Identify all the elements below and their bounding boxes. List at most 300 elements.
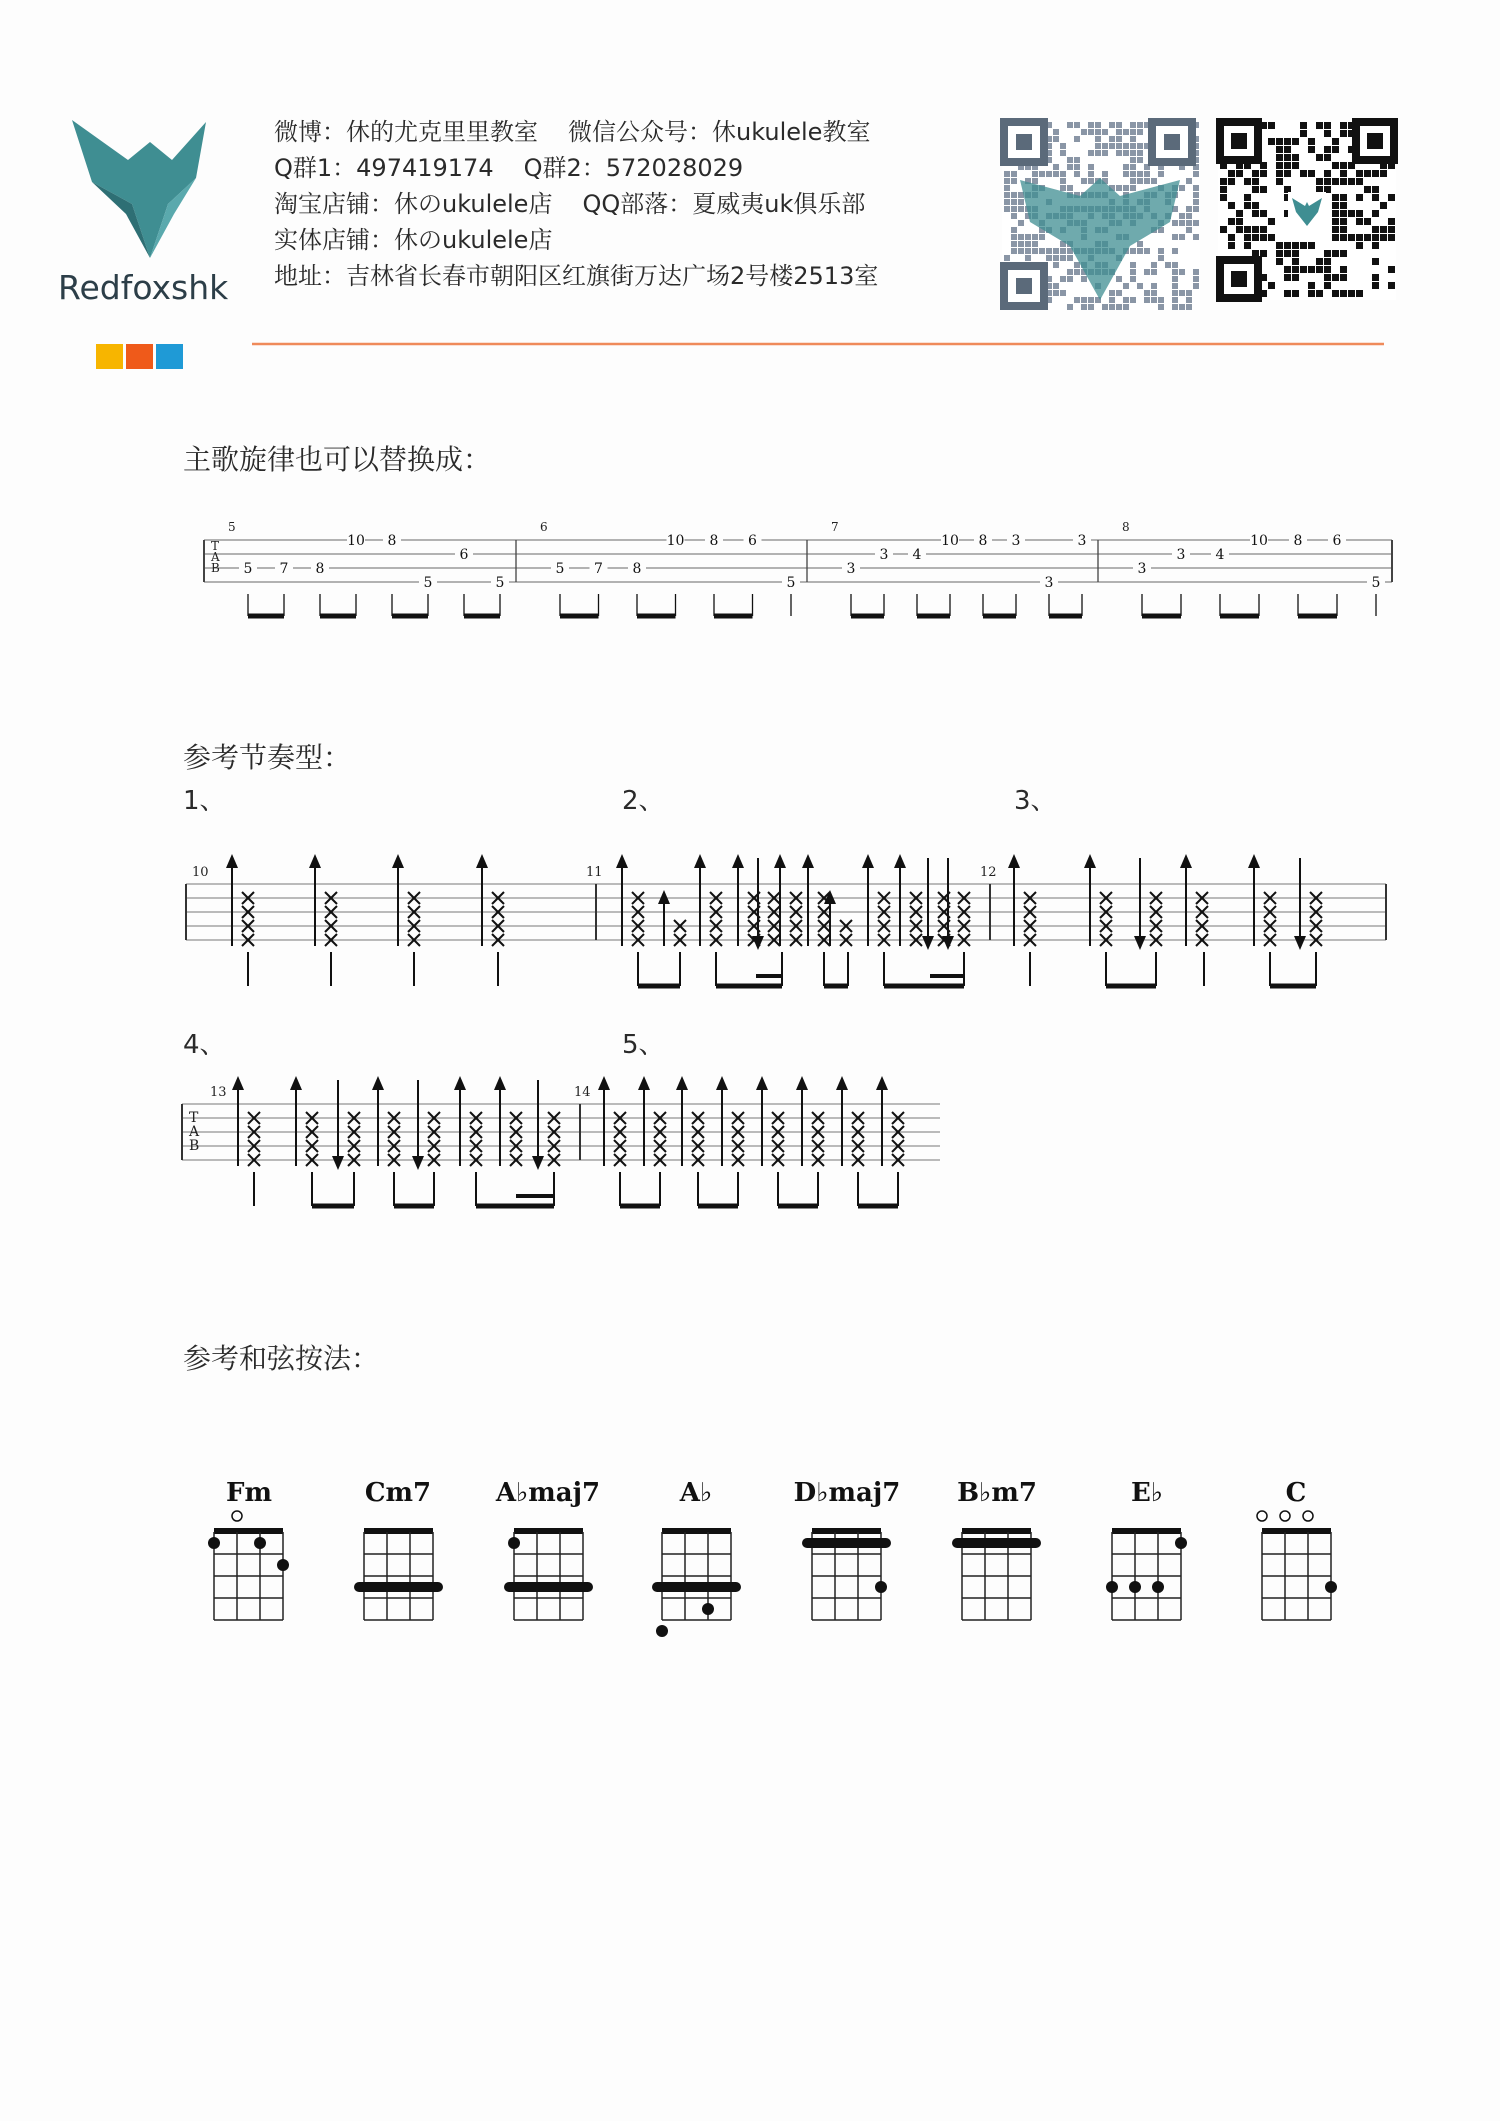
qr-module (1011, 213, 1017, 219)
qr-module (1340, 250, 1347, 257)
qr-module (1252, 202, 1259, 209)
qr-module (1179, 185, 1185, 191)
qr-module (1158, 255, 1164, 261)
qr-module (1193, 220, 1199, 226)
qr-module (1236, 226, 1243, 233)
qr-module (1088, 129, 1094, 135)
qr-module (1039, 171, 1045, 177)
qr-module (1172, 276, 1178, 282)
fret-number: 10 (666, 533, 685, 549)
qr-module (1130, 129, 1136, 135)
qr-module (1332, 234, 1339, 241)
qr-module (1060, 143, 1066, 149)
qr-module (1332, 274, 1339, 281)
qr-module (1356, 194, 1363, 201)
qr-module (1340, 162, 1347, 169)
qr-module (1372, 258, 1379, 265)
strum-down-arrow (332, 1156, 344, 1170)
barre-bar (504, 1582, 593, 1592)
qr-module (1193, 192, 1199, 198)
qr-module (1011, 248, 1017, 254)
qr-module (1179, 220, 1185, 226)
qr-module (1116, 304, 1122, 310)
qr-module (1252, 186, 1259, 193)
qr-module (1276, 146, 1283, 153)
qr-module (1316, 178, 1323, 185)
qr-module (1123, 171, 1129, 177)
strum-up-arrow (1008, 854, 1020, 868)
qr-module (1074, 136, 1080, 142)
qr-module (1123, 143, 1129, 149)
qr-module (1074, 157, 1080, 163)
qr-module (1252, 226, 1259, 233)
qr-module (1186, 304, 1192, 310)
qr-module (1372, 282, 1379, 289)
strum-up-arrow (894, 854, 906, 868)
fret-number: 4 (912, 547, 922, 563)
qr-module (1130, 150, 1136, 156)
qr-module (1032, 248, 1038, 254)
qq-group-1: Q群1：497419174 (274, 154, 494, 182)
qr-module (1372, 170, 1379, 177)
measure-number: 6 (540, 520, 548, 534)
fret-number: 3 (846, 561, 856, 577)
qr-module (1074, 122, 1080, 128)
qr-module (1356, 234, 1363, 241)
qr-module (1102, 143, 1108, 149)
qr-module (1372, 234, 1379, 241)
fret-number: 5 (423, 575, 433, 591)
qr-module (1324, 154, 1331, 161)
qr-module (1144, 248, 1150, 254)
strum-up-arrow (876, 1076, 888, 1090)
qr-module (1244, 202, 1251, 209)
qr-module (1088, 164, 1094, 170)
fret-number: 8 (709, 533, 719, 549)
qr-module (1308, 290, 1315, 297)
qr-module (1228, 218, 1235, 225)
qr-module (1130, 143, 1136, 149)
measure-number: 13 (210, 1085, 227, 1100)
qr-module (1308, 242, 1315, 249)
fret-number: 5 (243, 561, 253, 577)
qr-module (1137, 283, 1143, 289)
fret-number: 6 (1332, 533, 1342, 549)
qr-module (1260, 226, 1267, 233)
qr-module (1004, 199, 1010, 205)
qr-module (1324, 266, 1331, 273)
qr-module (1151, 297, 1157, 303)
qr-module (1011, 178, 1017, 184)
strum-down-arrow (1134, 936, 1146, 950)
tab-clef-letter: B (211, 561, 220, 575)
qr-module (1388, 234, 1395, 241)
qr-module (1284, 154, 1291, 161)
qr-module (1324, 274, 1331, 281)
qr-module (1332, 210, 1339, 217)
qr-module (1018, 248, 1024, 254)
qr-module (1316, 258, 1323, 265)
pattern-label-5: 5、 (622, 1030, 665, 1060)
qr-module (1193, 206, 1199, 212)
qr-module (1067, 269, 1073, 275)
qr-module (1179, 304, 1185, 310)
qr-module (1332, 226, 1339, 233)
qr-module (1252, 170, 1259, 177)
qr-module (1151, 290, 1157, 296)
barre-bar (802, 1538, 891, 1548)
chord-nut (1112, 1528, 1181, 1534)
qr-module (1172, 283, 1178, 289)
qr-module (1123, 304, 1129, 310)
qr-module (1228, 202, 1235, 209)
qr-module (1095, 143, 1101, 149)
finger-dot (875, 1581, 887, 1593)
qr-module (1172, 269, 1178, 275)
qr-module (1137, 171, 1143, 177)
qr-module (1324, 178, 1331, 185)
strum-up-arrow (796, 1076, 808, 1090)
qr-code-weibo (1002, 120, 1200, 310)
qr-module (1151, 269, 1157, 275)
qr-module (1004, 206, 1010, 212)
qr-module (1011, 192, 1017, 198)
fret-number: 7 (594, 561, 603, 577)
strum-up-arrow (638, 1076, 650, 1090)
open-string-marker (232, 1511, 242, 1521)
qr-module (1300, 170, 1307, 177)
fret-number: 4 (1215, 547, 1225, 563)
qr-module (1067, 276, 1073, 282)
qr-module (1137, 150, 1143, 156)
qr-module (1144, 171, 1150, 177)
qr-module (1284, 266, 1291, 273)
qr-module (1151, 283, 1157, 289)
strum-up-arrow (1084, 854, 1096, 868)
qr-module (1158, 248, 1164, 254)
qr-module (1228, 178, 1235, 185)
fret-number: 7 (279, 561, 289, 577)
qr-module (1102, 129, 1108, 135)
qr-module (1053, 164, 1059, 170)
fret-number: 10 (347, 533, 365, 549)
strum-up-arrow (676, 1076, 688, 1090)
qr-module (1332, 290, 1339, 297)
measure-number: 5 (228, 520, 236, 534)
qr-module (1300, 266, 1307, 273)
qr-module (1292, 274, 1299, 281)
qr-module (1260, 250, 1267, 257)
qr-module (1268, 122, 1275, 129)
rhythm-tab (182, 854, 1386, 1206)
qr-module (1116, 129, 1122, 135)
strum-up-arrow (226, 854, 238, 868)
qr-module (1356, 218, 1363, 225)
qr-module (1011, 234, 1017, 240)
qr-module (1172, 297, 1178, 303)
qr-module (1109, 136, 1115, 142)
open-string-marker (1303, 1511, 1313, 1521)
qr-module (1244, 234, 1251, 241)
qr-module (1179, 234, 1185, 240)
qr-module (1025, 234, 1031, 240)
qr-module (1172, 290, 1178, 296)
qr-module (1316, 266, 1323, 273)
qr-module (1067, 304, 1073, 310)
brand-color-squares (96, 344, 186, 369)
qr-module (1268, 282, 1275, 289)
chord-name-fm: Fm (226, 1478, 272, 1508)
qr-module (1123, 150, 1129, 156)
open-string-marker (1257, 1511, 1267, 1521)
chord-nut (662, 1528, 731, 1534)
fret-number: 3 (1011, 533, 1021, 549)
qr-module (1004, 171, 1010, 177)
strum-up-arrow (616, 854, 628, 868)
open-string-marker (1280, 1511, 1290, 1521)
qr-module (1074, 171, 1080, 177)
qr-module (1116, 143, 1122, 149)
strum-up-arrow (372, 1076, 384, 1090)
qr-module (1340, 274, 1347, 281)
qr-module (1158, 171, 1164, 177)
qr-module (1130, 164, 1136, 170)
pattern-label-1: 1、 (183, 786, 226, 816)
qr-module (1053, 129, 1059, 135)
qr-module (1356, 290, 1363, 297)
qr-module (1130, 248, 1136, 254)
qr-module (1340, 178, 1347, 185)
measure-number: 8 (1122, 520, 1130, 534)
qr-module (1284, 146, 1291, 153)
qr-module (1292, 250, 1299, 257)
strum-up-arrow (862, 854, 874, 868)
qr-module (1364, 234, 1371, 241)
qr-module (1172, 220, 1178, 226)
qr-module (1060, 150, 1066, 156)
qr-module (1324, 130, 1331, 137)
qr-module (1144, 290, 1150, 296)
qr-module (1276, 138, 1283, 145)
qr-module (1276, 170, 1283, 177)
qr-module (1308, 170, 1315, 177)
qr-module (1011, 199, 1017, 205)
finger-dot (254, 1537, 266, 1549)
address: 地址：吉林省长春市朝阳区红旗街万达广场2号楼2513室 (274, 262, 879, 290)
finger-dot (277, 1559, 289, 1571)
finger-dot (1106, 1581, 1118, 1593)
qr-module (1276, 154, 1283, 161)
qr-module (1046, 171, 1052, 177)
qr-module (1284, 274, 1291, 281)
qr-module (1039, 248, 1045, 254)
qr-module (1292, 154, 1299, 161)
qr-module (1340, 210, 1347, 217)
qr-module (1067, 185, 1073, 191)
qr-module (1186, 290, 1192, 296)
measure-number: 10 (192, 865, 209, 880)
fret-number: 6 (459, 547, 469, 563)
qr-module (1186, 227, 1192, 233)
qr-module (1324, 170, 1331, 177)
qr-module (1088, 150, 1094, 156)
qr-module (1252, 178, 1259, 185)
qr-module (1109, 297, 1115, 303)
qr-module (1340, 234, 1347, 241)
wechat-label: 微信公众号：休ukulele教室 (568, 118, 871, 146)
qr-module (1025, 255, 1031, 261)
strum-up-arrow (658, 890, 670, 904)
qr-module (1053, 171, 1059, 177)
qr-module (1324, 146, 1331, 153)
qr-module (1276, 250, 1283, 257)
qr-module (1116, 150, 1122, 156)
fret-number: 3 (1176, 547, 1186, 563)
qr-module (1074, 262, 1080, 268)
barre-bar (652, 1582, 741, 1592)
qr-module (1123, 297, 1129, 303)
qr-module (1144, 178, 1150, 184)
qr-module (1292, 242, 1299, 249)
fret-number: 8 (1293, 533, 1303, 549)
qr-module (1130, 276, 1136, 282)
tab-clef-letter: A (189, 1124, 200, 1140)
fret-number: 5 (495, 575, 505, 591)
chord-nut (962, 1528, 1031, 1534)
qr-module (1137, 122, 1143, 128)
qr-module (1165, 262, 1171, 268)
taobao-shop: 淘宝店铺：休のukulele店 (274, 190, 553, 218)
qr-module (1252, 234, 1259, 241)
qr-module (1316, 290, 1323, 297)
qr-module (1081, 297, 1087, 303)
qq-group-2: Q群2：572028029 (523, 154, 744, 182)
fret-number: 5 (786, 575, 796, 591)
qr-module (1220, 178, 1227, 185)
strum-up-arrow (1180, 854, 1192, 868)
qr-module (1053, 136, 1059, 142)
qr-module (1348, 234, 1355, 241)
qr-module (1025, 241, 1031, 247)
qr-module (1123, 283, 1129, 289)
contact-row (274, 222, 878, 258)
chord-name-c: C (1285, 1478, 1307, 1508)
contact-row (274, 114, 878, 150)
fret-number: 5 (1371, 575, 1381, 591)
qr-module (1276, 162, 1283, 169)
qr-module (1109, 304, 1115, 310)
qr-module (1067, 157, 1073, 163)
qr-module (1340, 130, 1347, 137)
qr-module (1123, 185, 1129, 191)
qr-module (1276, 258, 1283, 265)
strum-up-arrow (392, 854, 404, 868)
qr-module (1284, 138, 1291, 145)
qr-module (1060, 255, 1066, 261)
fret-number: 10 (1250, 533, 1268, 549)
qr-module (1081, 276, 1087, 282)
qr-module (1372, 210, 1379, 217)
qr-module (1074, 164, 1080, 170)
qr-module (1011, 227, 1017, 233)
qr-module (1244, 226, 1251, 233)
barre-bar (952, 1538, 1041, 1548)
qr-module (1348, 290, 1355, 297)
qr-module (1130, 122, 1136, 128)
strum-up-arrow (756, 1076, 768, 1090)
qr-module (1032, 178, 1038, 184)
qr-module (1018, 241, 1024, 247)
qr-module (1340, 122, 1347, 129)
qr-module (1018, 199, 1024, 205)
qr-module (1260, 210, 1267, 217)
qr-module (1088, 122, 1094, 128)
strum-down-arrow (412, 1156, 424, 1170)
qr-module (1324, 250, 1331, 257)
strum-up-arrow (836, 1076, 848, 1090)
qr-module (1018, 206, 1024, 212)
qr-module (1088, 178, 1094, 184)
qr-module (1193, 185, 1199, 191)
qr-module (1116, 290, 1122, 296)
qr-module (1340, 218, 1347, 225)
qr-module (1186, 220, 1192, 226)
measure-number: 14 (574, 1085, 591, 1100)
qr-module (1340, 170, 1347, 177)
qr-module (1284, 162, 1291, 169)
chord-name-ab: A♭ (679, 1478, 713, 1508)
qr-module (1308, 282, 1315, 289)
qr-module (1372, 194, 1379, 201)
qr-module (1053, 248, 1059, 254)
qr-module (1316, 122, 1323, 129)
qr-module (1372, 242, 1379, 249)
qr-module (1260, 234, 1267, 241)
qr-module (1172, 248, 1178, 254)
qr-module (1053, 255, 1059, 261)
finger-dot (1129, 1581, 1141, 1593)
qr-module (1025, 248, 1031, 254)
qr-module (1324, 186, 1331, 193)
qr-module (1137, 129, 1143, 135)
qr-module (1348, 178, 1355, 185)
qr-module (1388, 226, 1395, 233)
strum-up-arrow (290, 1076, 302, 1090)
chord-name-dbmaj7: D♭maj7 (793, 1478, 901, 1508)
qr-module (1244, 194, 1251, 201)
qr-module (1046, 255, 1052, 261)
strum-up-arrow (732, 854, 744, 868)
qr-module (1388, 194, 1395, 201)
qr-module (1300, 122, 1307, 129)
qr-module (1151, 178, 1157, 184)
contact-row (274, 150, 878, 186)
qr-module (1340, 290, 1347, 297)
qr-module (1095, 150, 1101, 156)
chord-diagrams (208, 1511, 1337, 1637)
qr-module (1340, 266, 1347, 273)
qr-module (1356, 210, 1363, 217)
qr-module (1220, 186, 1227, 193)
qr-module (1116, 136, 1122, 142)
qr-module (1088, 171, 1094, 177)
qr-module (1011, 171, 1017, 177)
fret-number: 10 (941, 533, 959, 549)
qr-module (1316, 154, 1323, 161)
qr-module (1011, 206, 1017, 212)
qr-module (1060, 185, 1066, 191)
qr-module (1228, 170, 1235, 177)
